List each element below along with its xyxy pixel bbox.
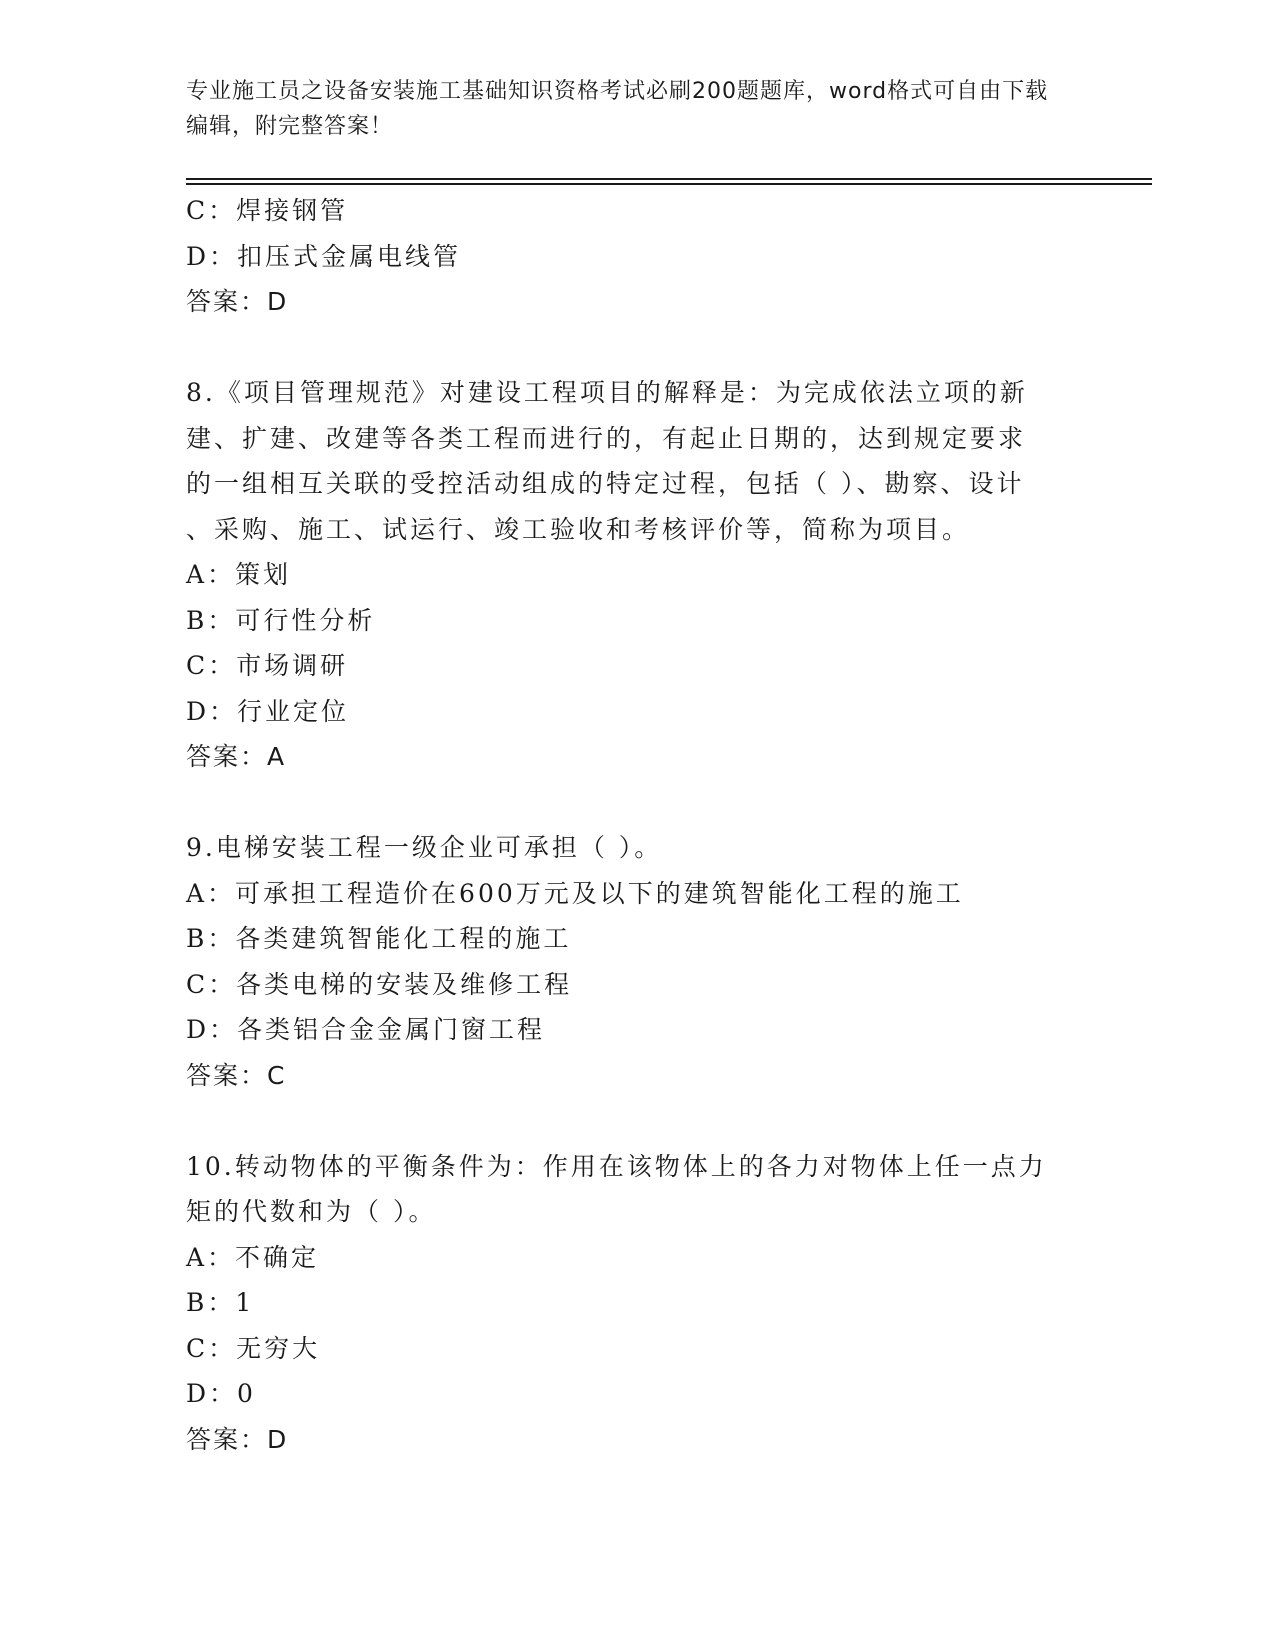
option-c: C：焊接钢管 [186,196,349,225]
question-stem-line: 8.《项目管理规范》对建设工程项目的解释是：为完成依法立项的新 [186,378,1028,407]
question-stem-line: 矩的代数和为（ ）。 [186,1197,437,1226]
question-stem-line: 的一组相互关联的受控活动组成的特定过程，包括（ ）、勘察、设计 [186,469,1025,498]
option-b: B：可行性分析 [186,605,376,635]
option-c: C：市场调研 [186,651,349,680]
question-stem-line: 、采购、施工、试运行、竣工验收和考核评价等，简称为项目。 [186,514,971,544]
option-d: D：行业定位 [186,696,350,726]
document-body [186,188,1086,1462]
answer-line: 答案：C [186,1060,287,1090]
option-d: D：扣压式金属电线管 [186,241,462,271]
option-a: A：不确定 [186,1242,320,1272]
document-header: 专业施工员之设备安装施工基础知识资格考试必刷200题题库，word格式可自由下载编辑，附完整答案！ [186,79,1049,139]
carryover-question [186,188,1086,325]
header-rule-top [186,178,1152,180]
answer-line: 答案：D [186,287,289,316]
option-a: A：策划 [186,560,292,589]
question-stem-line: 建、扩建、改建等各类工程而进行的，有起止日期的，达到规定要求 [186,423,1027,453]
question-8 [186,370,1086,780]
question-10 [186,1144,1086,1463]
question-stem-line: 10.转动物体的平衡条件为：作用在该物体上的各力对物体上任一点力 [186,1151,1047,1181]
option-d: D：各类铝合金金属门窗工程 [186,1015,546,1044]
option-b: B：1 [186,1288,255,1317]
option-b: B：各类建筑智能化工程的施工 [186,924,572,953]
answer-line: 答案：D [186,1424,289,1454]
option-c: C：无穷大 [186,1333,321,1363]
option-a: A：可承担工程造价在600万元及以下的建筑智能化工程的施工 [186,878,964,908]
header-rule-bottom [186,183,1152,185]
question-stem-line: 9.电梯安装工程一级企业可承担（ ）。 [186,833,663,862]
option-d: D：0 [186,1379,256,1408]
answer-line: 答案：A [186,742,287,771]
question-9 [186,825,1086,1098]
option-c: C：各类电梯的安装及维修工程 [186,969,573,999]
